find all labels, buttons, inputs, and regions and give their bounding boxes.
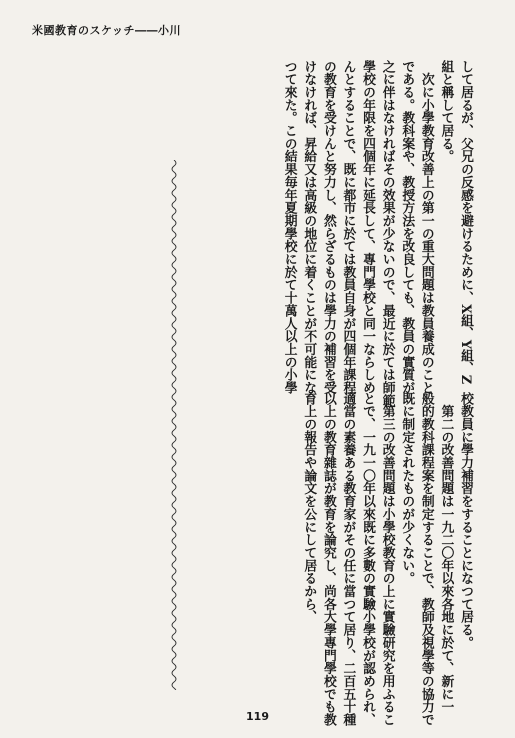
text-line: 組と稱して居る。: [438, 60, 454, 163]
text-line: つて來た。この結果毎年夏期學校に於て十萬人以上の小學: [281, 60, 297, 395]
text-line: 第三の改善問題は小學校教育の上に實驗研究を用ふるこ: [379, 392, 395, 727]
wavy-divider-line: [165, 160, 183, 690]
text-line: 第二の改善問題は一九二〇年以來各地に於て、新に一: [438, 392, 454, 714]
text-line: 學校の年限を四個年に延長して、專門學校と同一ならしめ: [360, 60, 376, 395]
text-line: の教育を受けんと努力し、然らざるものは學力の補習を受: [320, 60, 336, 395]
body-text-upper: [233, 60, 475, 407]
text-line: 般的教科課程案を制定することで、教師及視學等の協力で: [418, 392, 434, 727]
text-line: して居るが、父兄の反感を避けるために、X組、Y組、Z: [458, 60, 473, 385]
text-line: 適當の素養ある教育家がその任に當つて居り、二百五十種: [340, 392, 356, 727]
text-line: 校教員に學力補習をすることになつて居る。: [458, 392, 473, 649]
text-line: 次に小學教育改善上の第一の重大問題は教員養成のこと: [418, 60, 434, 395]
text-line: 以上の教育雜誌が教育を論究し、尚各大學專門學校でも教: [320, 392, 336, 727]
page-number: 119: [246, 710, 269, 723]
text-line: けなければ、昇給又は高級の地位に着くことが不可能にな: [301, 60, 317, 395]
text-line: 既に制定されたものが少くない。: [399, 392, 415, 585]
text-line: んとすることで、既に都市に於ては教員自身が四個年課程: [340, 60, 356, 395]
text-line: 育上の報告や論文を公にして居るから、: [301, 392, 317, 624]
text-line: とで、一九一〇年以來既に多數の實驗小學校が認められ、: [360, 392, 376, 727]
body-text-lower: [297, 392, 475, 727]
text-line: 之に伴はなければその效果が少ないので、最近に於ては師範: [379, 60, 395, 407]
text-line: である。教科案や、教授方法を改良しても、教員の實質が: [399, 60, 415, 395]
running-header: 米國教育のスケッチ――小川: [32, 24, 181, 37]
